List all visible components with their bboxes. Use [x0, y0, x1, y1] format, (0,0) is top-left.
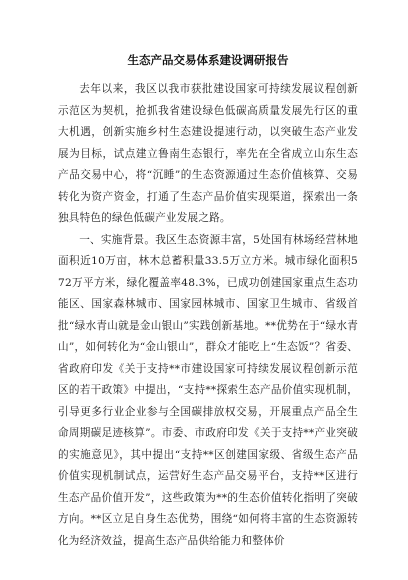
intro-paragraph: 去年以来，我区以我市获批建设国家可持续发展议程创新示范区为契机，抢抓我省建设绿色低碳高质量发展先行区的重大机遇，创新实施乡村生态建设提速行动，以突破生态产业发展为目标，试点建立鲁南生态银行，率先在全省成立山东生态产品交易中心，将“沉睡”的生态资源通过生态价值核算、交易转化为资产资金，打通了生态产品价值实现渠道，探索出一条独具特色的绿色低碳产业发展之路。 — [58, 83, 358, 224]
document-title: 生态产品交易体系建设调研报告 — [127, 53, 289, 67]
background-paragraph: 一、实施背景。我区生态资源丰富，5处国有林场经营林地面积近10万亩，林木总蓄积量33.5万立方米。城市绿化面积572万平方米，绿化覆盖率48.3%，已成功创建国家重点生态功能区、国家森林城市、国家园林城市、国家卫生城市、省级首批“绿水青山就是金山银山”实践创新基地。**优势在于“绿水青山”，如何转化为“金山银山”，群众才能吃上“生态饭”？省委、省政府印发《关于支持**市建设国家可持续发展议程创新示范区的若干政策》中提出，“支持**探索生态产品价值实现机制，引导更多行业企业参与全国碳排放权交易，开展重点产品全生命周期碳足迹核算”。市委、市政府印发《关于支持**产业突破的实施意见》，其中提出“支持**区创建国家级、省级生态产品价值实现机制试点，运营好生态产品交易平台，支持**区进行生态产品价值开发”，这些政策为**的生态价值转化指明了突破方向。**区立足自身生态优势，围绕“如何将丰富的生态资源转化为经济效益，提高生态产品供给能力和整体价 — [58, 233, 358, 547]
